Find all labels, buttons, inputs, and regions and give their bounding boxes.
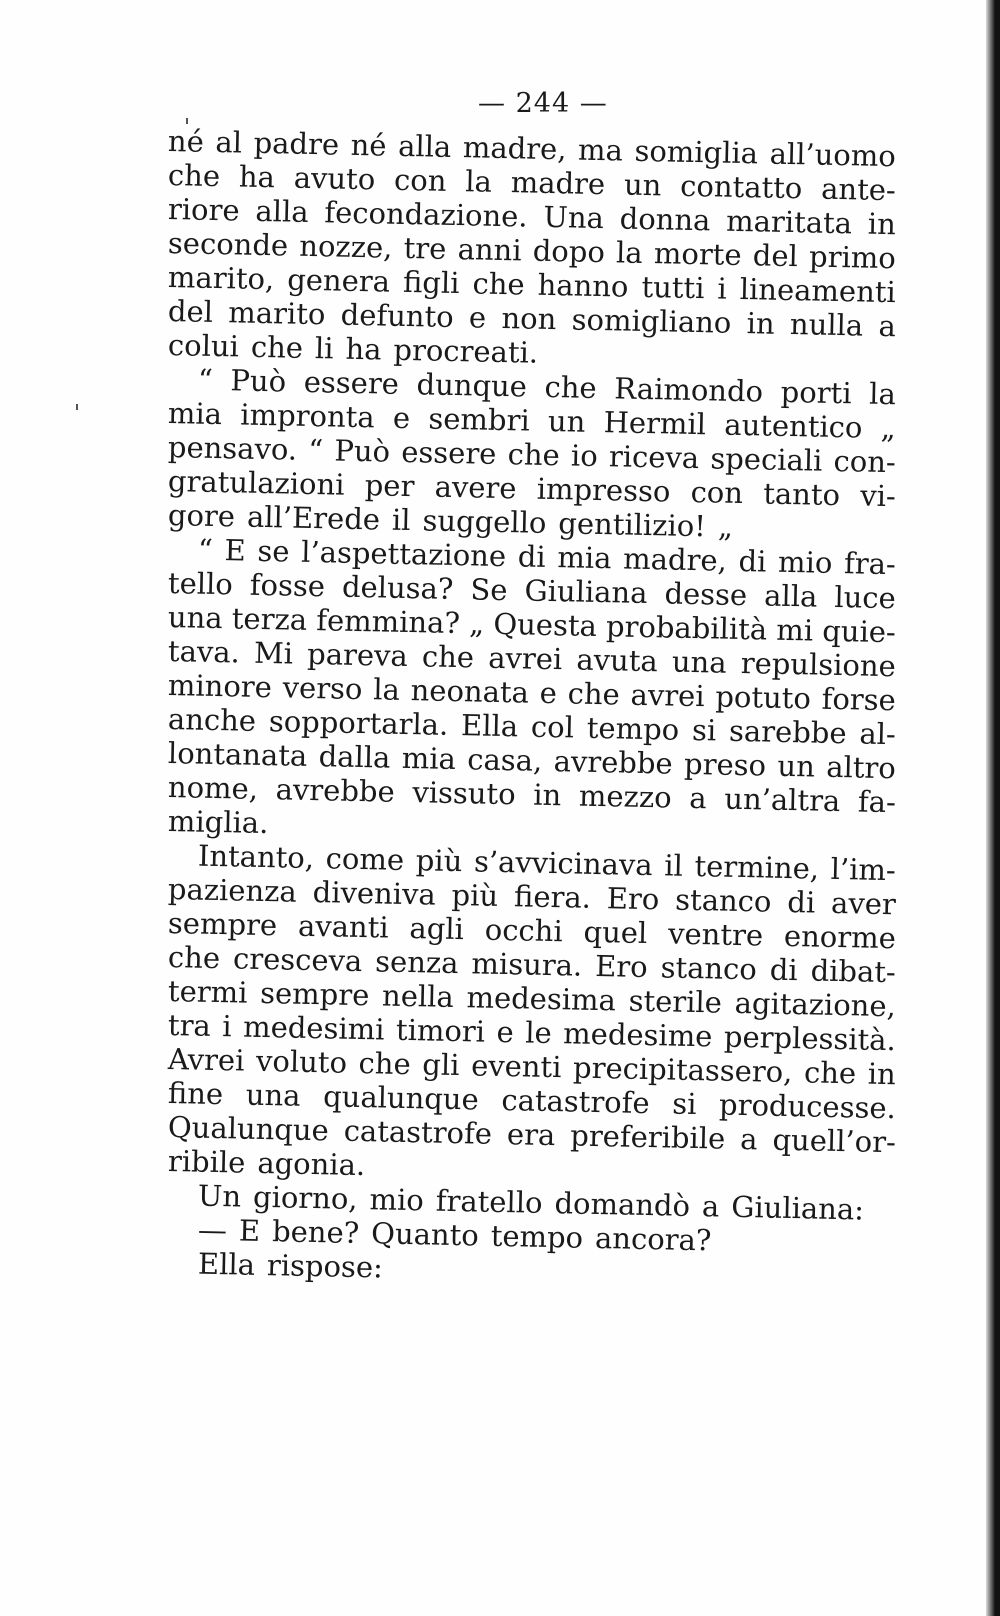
paragraph [167, 532, 897, 841]
word: ante- [820, 171, 897, 208]
word: pareva [306, 636, 409, 674]
word: a [689, 780, 708, 816]
word: e [496, 1014, 515, 1050]
word: tre [403, 230, 447, 266]
word: casa, [466, 742, 543, 778]
word: che [167, 158, 221, 194]
word: Giuliana [524, 573, 648, 611]
word: a [701, 1189, 720, 1224]
word: Giuliana: [730, 1189, 865, 1227]
word: lontanata [167, 736, 308, 773]
word: dunque [416, 367, 528, 404]
word: madre [510, 165, 606, 202]
word: tutti [641, 269, 705, 306]
word: avrebbe [553, 744, 674, 781]
word: che [472, 266, 526, 302]
word: la [615, 235, 644, 270]
word: nulla [789, 307, 864, 343]
word: la [372, 672, 401, 707]
word: alla [255, 193, 309, 229]
word: né [167, 124, 205, 159]
word: nella [381, 978, 455, 1014]
word: E [238, 1213, 261, 1248]
word: “ [197, 362, 214, 397]
word: dopo [532, 233, 606, 270]
word: fiera. [513, 879, 592, 915]
word: Avrei [167, 1042, 245, 1078]
word: all’Erede [246, 499, 381, 537]
word: Se [470, 572, 508, 608]
word: Ella [197, 1246, 256, 1282]
word: gli [422, 1047, 460, 1083]
word: il [391, 502, 411, 538]
word: alla [397, 128, 452, 164]
word: anni [457, 232, 522, 268]
word: sempre [167, 906, 278, 943]
word: quie- [821, 613, 897, 650]
word: preferibile [569, 1118, 726, 1156]
word: mio [777, 544, 833, 580]
word: voluto [255, 1043, 348, 1080]
word: all’uomo [769, 136, 897, 174]
word: anche [167, 702, 257, 738]
word: mia [557, 540, 612, 576]
word: i [717, 271, 728, 306]
word: occhi [484, 912, 564, 949]
word: forse [821, 681, 897, 718]
word: delusa? [341, 569, 454, 606]
word: Quanto [370, 1216, 480, 1253]
word: altro [825, 749, 897, 786]
word: medesime [562, 1016, 713, 1054]
word: in [867, 206, 897, 242]
word: quel [583, 914, 648, 951]
word: agli [409, 911, 465, 947]
word: in [532, 777, 562, 813]
word: vi- [859, 478, 897, 514]
word: nozze, [299, 228, 393, 265]
word: medesimi [242, 1009, 385, 1047]
word: ancora? [594, 1220, 712, 1258]
word: impresso [536, 471, 671, 509]
word: che [507, 437, 561, 473]
word: essere [303, 364, 400, 401]
word: rispose: [266, 1248, 384, 1285]
word: un [623, 167, 662, 203]
word: gratulazioni [167, 464, 345, 502]
word: agitazione, [734, 985, 897, 1024]
word: padre [253, 125, 340, 162]
word: ventre [667, 916, 764, 953]
word: “ [308, 432, 324, 468]
word: sarebbe [728, 713, 847, 751]
word: né [350, 127, 387, 163]
word: catastrofe [501, 1082, 650, 1121]
word: aver [830, 885, 897, 922]
word: avere [434, 469, 517, 506]
word: minore [167, 668, 273, 705]
word: impronta [240, 397, 375, 435]
word: enorme [783, 918, 897, 956]
word: e [392, 400, 411, 436]
word: madre, [462, 130, 567, 167]
word: precipitassero, [572, 1050, 793, 1090]
word: Ero [594, 948, 649, 985]
paragraph [167, 838, 897, 1183]
word: al- [859, 716, 897, 752]
word: „ [880, 410, 897, 446]
word: con [690, 474, 744, 511]
word: Hermil [603, 405, 707, 442]
word: eventi [470, 1048, 562, 1085]
word: un [547, 403, 586, 439]
word: somiglia [634, 133, 759, 171]
word: fecondazione. [324, 195, 528, 234]
word: gore [167, 498, 236, 534]
word: potuto [715, 679, 812, 716]
word: del [167, 294, 214, 329]
word: dalla [318, 739, 391, 775]
word: porti [780, 374, 852, 411]
word: giorno, [252, 1179, 358, 1216]
word: „ [717, 509, 734, 544]
word: ribile [167, 1144, 246, 1180]
body-text [167, 124, 897, 1285]
word: nome, [167, 770, 259, 806]
word: fine [167, 1076, 224, 1112]
word: come [325, 841, 405, 877]
word: una [245, 1077, 301, 1113]
word: riore [167, 192, 240, 228]
word: di [787, 884, 816, 920]
word: era [506, 1117, 556, 1153]
paragraph [167, 124, 897, 370]
word: suggello [422, 503, 547, 540]
word: procreati. [393, 332, 539, 370]
word: sopportarla. [268, 704, 449, 742]
word: medesima [466, 980, 617, 1018]
word: senza [374, 944, 459, 981]
word: E [224, 533, 247, 568]
word: seconde [167, 226, 289, 263]
word: Mi [253, 635, 294, 671]
page-number: — 244 — [478, 88, 608, 119]
word: che [358, 1045, 412, 1082]
word: somigliano [571, 302, 732, 340]
word: avuta [576, 642, 659, 679]
word: catastrofe [343, 1113, 493, 1151]
word: fosse [249, 567, 326, 604]
word: desse [664, 576, 748, 613]
word: in [746, 306, 775, 341]
word: — [197, 1212, 228, 1248]
word: che [421, 639, 475, 675]
word: e [539, 675, 558, 711]
word: Questa [493, 606, 598, 643]
word: fra- [843, 546, 897, 582]
word: la [465, 164, 493, 199]
word: luce [834, 579, 897, 616]
word: Intanto, [197, 838, 315, 876]
word: mezzo [578, 778, 673, 815]
word: agonia. [257, 1145, 366, 1183]
word: del [752, 238, 799, 274]
word: misura. [471, 946, 583, 983]
word: pensavo. [167, 430, 298, 467]
word: mio [369, 1182, 425, 1218]
word: stanco [660, 950, 758, 987]
word: con [393, 162, 447, 198]
word: fa- [857, 784, 897, 820]
word: speciali [710, 441, 823, 478]
word: terza [231, 601, 308, 637]
word: il [663, 848, 684, 883]
word: producesse. [718, 1087, 897, 1126]
word: che [567, 676, 621, 712]
word: con- [833, 443, 897, 480]
word: i [221, 1009, 232, 1044]
word: Una [543, 199, 605, 236]
word: genera [286, 262, 391, 299]
word: colui [167, 328, 240, 364]
word: mi [775, 612, 814, 648]
word: Può [230, 363, 287, 399]
word: bene? [271, 1214, 360, 1251]
word: repulsione [740, 646, 897, 684]
word: a [878, 308, 897, 344]
word: essere [400, 434, 497, 471]
word: femmina? [315, 603, 461, 641]
word: al [215, 124, 243, 160]
word: contatto [679, 168, 803, 206]
word: tempo [586, 710, 680, 747]
word: di [738, 543, 767, 579]
word: un [777, 748, 816, 784]
word: „ [468, 606, 485, 641]
word: Raimondo [614, 371, 764, 409]
word: dibat- [810, 953, 897, 990]
word: defunto [340, 297, 455, 334]
page-edge-shadow [986, 0, 1000, 1616]
word: hanno [537, 267, 629, 304]
word: domandò [554, 1186, 691, 1223]
word: che [167, 940, 221, 976]
word: termi [167, 974, 248, 1010]
word: l’im- [830, 851, 897, 888]
word: qualunque [322, 1079, 480, 1117]
word: si [691, 712, 717, 748]
word: col [530, 709, 575, 745]
word: primo [808, 239, 897, 276]
word: vissuto [412, 775, 516, 812]
word: Qualunque [167, 1110, 330, 1148]
word: se [257, 533, 290, 569]
word: miglia. [167, 804, 269, 841]
word: figli [402, 264, 460, 301]
word: pazienza [167, 872, 298, 909]
word: che [803, 1055, 857, 1091]
word: alla [763, 578, 818, 614]
word: avuto [293, 160, 376, 197]
word: diveniva [312, 875, 437, 912]
word: la [868, 376, 897, 412]
word: marito [228, 295, 326, 332]
word: madre, [622, 541, 728, 578]
word: li [314, 331, 334, 366]
word: che [544, 369, 598, 405]
word: s’avvicinava [473, 844, 653, 883]
word: Ella [460, 708, 519, 744]
word: Ero [606, 881, 660, 917]
word: un’altra [724, 781, 841, 819]
word: una [167, 600, 224, 636]
word: termine, [694, 849, 820, 886]
word: quell’or- [772, 1122, 897, 1160]
word: ha [238, 159, 276, 195]
word: ma [577, 132, 624, 168]
word: donna [619, 201, 711, 238]
word: tava. [167, 634, 241, 670]
word: lineamenti [739, 271, 897, 310]
word: sterile [628, 983, 723, 1020]
word: avrei [487, 640, 563, 677]
word: tanto [762, 476, 841, 513]
word: di [769, 952, 799, 988]
word: avrebbe [275, 772, 396, 809]
word: si [671, 1086, 697, 1122]
word: neonata [410, 673, 530, 710]
word: sembri [428, 401, 531, 438]
word: e [468, 300, 487, 335]
word: mia [401, 740, 457, 777]
word: tello [167, 566, 234, 602]
word: sempre [259, 975, 370, 1013]
word: per [364, 468, 415, 504]
word: le [524, 1015, 553, 1051]
word: fratello [435, 1183, 543, 1220]
word: marito, [167, 260, 275, 297]
word: timori [395, 1012, 486, 1049]
word: più [415, 843, 463, 879]
word: una [671, 644, 727, 680]
word: che [250, 329, 304, 365]
word: verso [282, 670, 363, 707]
word: autentico [724, 407, 863, 445]
word: mia [167, 396, 223, 432]
word: “ [197, 532, 214, 567]
word: più [451, 877, 499, 913]
word: a [739, 1121, 758, 1157]
word: Un [197, 1178, 242, 1214]
word: perplessità. [723, 1019, 897, 1058]
word: gentilizio! [558, 506, 707, 544]
word: maritata [725, 203, 853, 241]
word: non [501, 300, 557, 337]
word: avanti [297, 908, 389, 945]
word: tra [167, 1008, 212, 1043]
word: in [867, 1056, 897, 1092]
word: ha [345, 331, 382, 367]
word: tempo [490, 1218, 584, 1255]
ink-speck [76, 404, 78, 410]
word: riceva [608, 439, 700, 476]
word: avrei [630, 677, 705, 714]
paragraph [167, 362, 897, 544]
word: probabilità [605, 609, 768, 647]
word: morte [653, 236, 742, 273]
word: di [517, 539, 547, 574]
word: cresceva [232, 941, 363, 979]
word: l’aspettazione [300, 534, 507, 574]
word: preso [683, 746, 767, 783]
word: stanco [674, 882, 772, 919]
word: io [570, 438, 599, 473]
word: Può [334, 433, 391, 469]
